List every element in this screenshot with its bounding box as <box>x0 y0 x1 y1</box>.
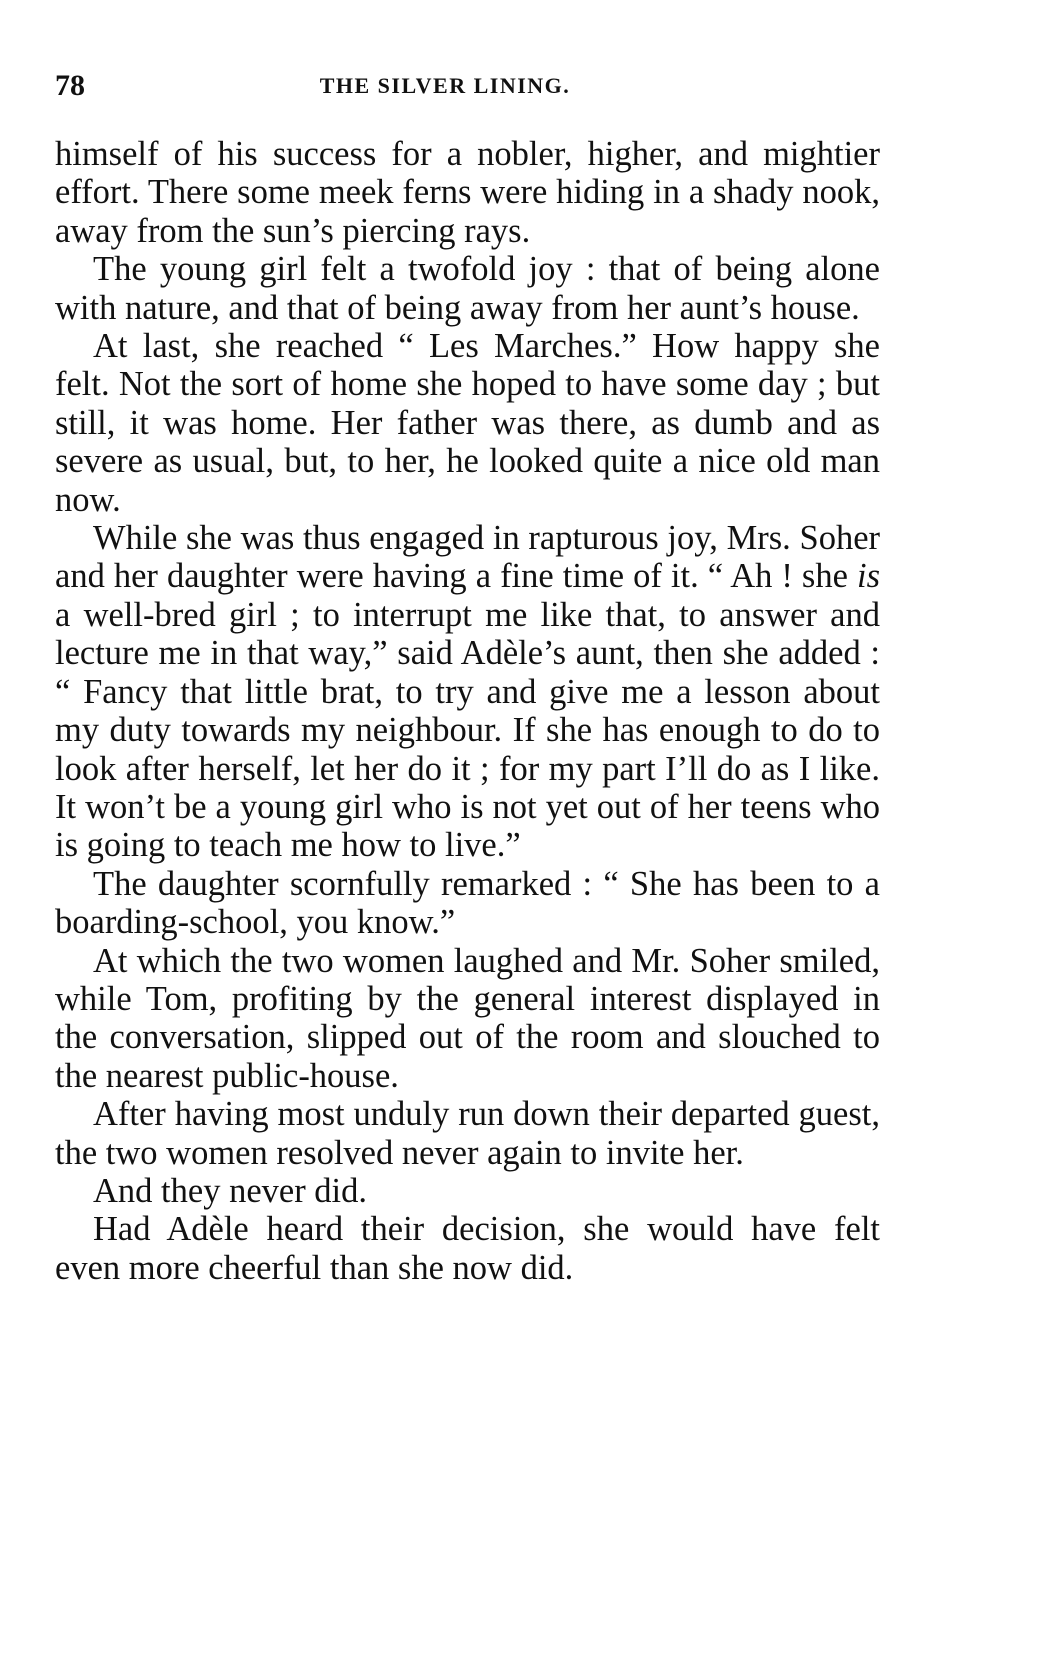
page-header <box>55 66 895 106</box>
paragraph-daughter-remark: The daughter scornfully remarked : “ She has been to a boarding-school, you know.” <box>55 864 880 942</box>
paragraph-les-marches: At last, she reached “ Les Marches.” How happy she felt. Not the sort of home she hoped to have some day ; but still, it was home. Her father was there, as dumb and as severe as usual, but, to her, he looked quite a nice old man now. <box>55 327 880 519</box>
paragraph-tom-slipped-out: At which the two women laughed and Mr. Soher smiled, while Tom, profiting by the general interest displayed in the conversation, slipped out of the room and slouched to the nearest public-house. <box>55 941 880 1095</box>
paragraph-adele-decision: Had Adèle heard their decision, she would have felt even more cheerful than she now did. <box>55 1210 880 1287</box>
paragraph-never-did: And they never did. <box>93 1171 368 1210</box>
paragraph-continuation: himself of his success for a nobler, higher, and mightier effort. There some meek ferns were hiding in a shady nook, away from the sun’s piercing rays. <box>55 135 880 250</box>
page-number: 78 <box>55 69 85 102</box>
paragraph-mrs-soher-end: a well-bred girl ; to interrupt me like that, to answer and lecture me in that way,” said Adèle’s aunt, then she added : “ Fancy that little brat, to try and give me a lesson about my duty towards my neighbour. If she has enough to do to look after herself, let her do it ; for my part I’ll do as I like. It won’t be a young girl who is not yet out of her teens who is going to teach me how to live.” <box>55 595 880 865</box>
body-text <box>55 135 880 1287</box>
paragraph-mrs-soher <box>55 519 880 865</box>
running-title: THE SILVER LINING. <box>319 73 571 98</box>
paragraph-twofold-joy: The young girl felt a twofold joy : that of being alone with nature, and that of being away from her aunt’s house. <box>55 250 880 327</box>
paragraph-departed-guest: After having most unduly run down their departed guest, the two women resolved never again to invite her. <box>55 1095 880 1172</box>
emphasis-is: is <box>856 557 880 596</box>
paragraph-mrs-soher-start: While she was thus engaged in rapturous joy, Mrs. Soher and her daughter were having a fine time of it. “ Ah ! she <box>55 519 880 596</box>
